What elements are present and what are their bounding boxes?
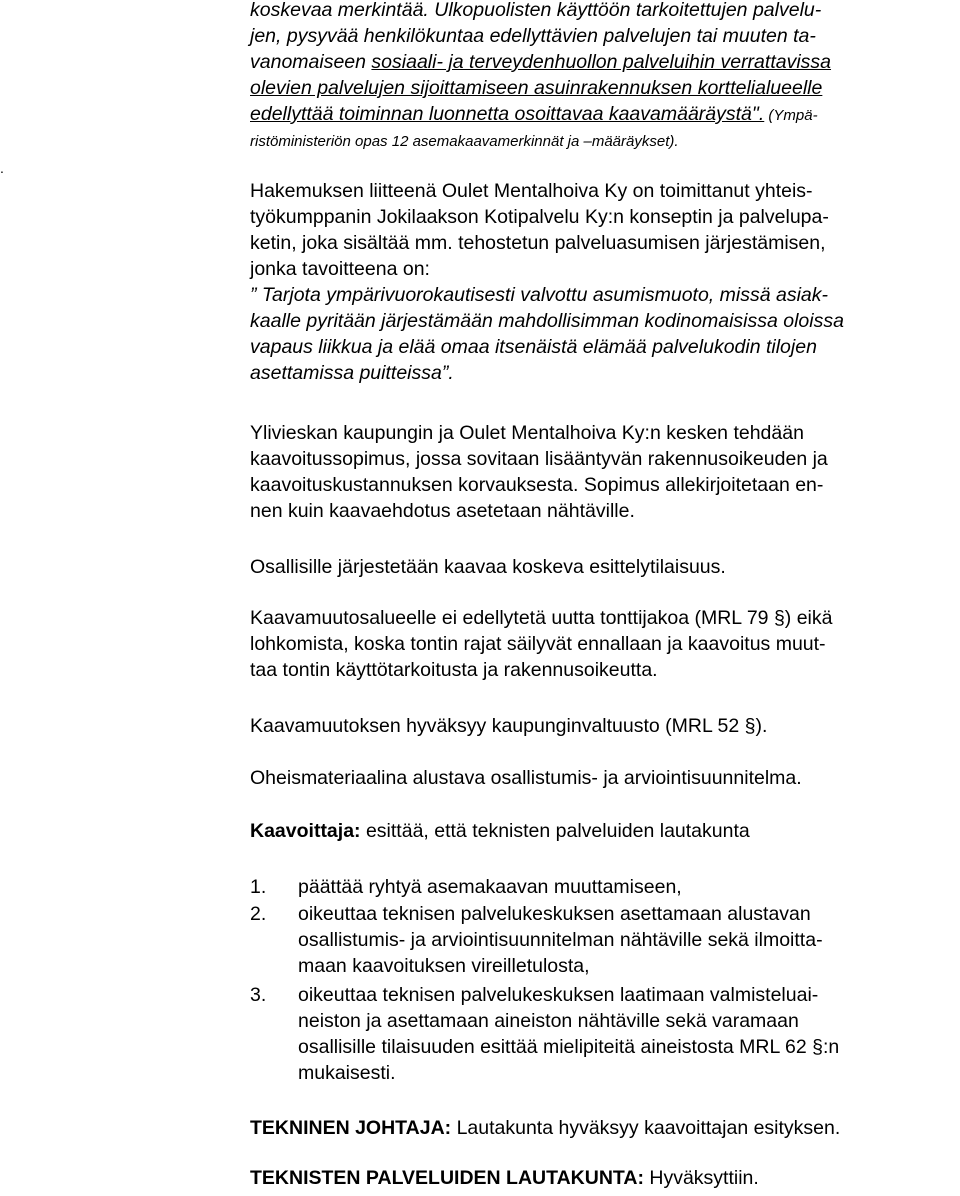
list-text: osallisille tilaisuuden esittää mielipiteitä aineistosta MRL 62 §:n [298,1036,840,1058]
list-text: maan kaavoituksen vireilletulosta, [298,955,590,977]
quote-line-1: koskevaa merkintää. Ulkopuolisten käyttöön tarkoitettujen palvelu- [250,0,822,21]
list-text: osallistumis- ja arviointisuunnitelman nähtäville sekä ilmoitta- [298,929,823,951]
para1-quote-2: kaalle pyritään järjestämään mahdollisimman kodinomaisissa oloissa [250,310,844,332]
para2-line-1: Ylivieskan kaupungin ja Oulet Mentalhoiva Ky:n kesken tehdään [250,422,804,444]
paragraph-presentation: Osallisille järjestetään kaavaa koskeva esittelytilaisuus. [250,556,726,578]
lautakunta-line: TEKNISTEN PALVELUIDEN LAUTAKUNTA: Hyväksyttiin. [250,1167,759,1189]
quote-line-3: vanomaiseen sosiaali- ja terveydenhuollon palveluihin verrattavissa [250,51,832,73]
para2-line-3: kaavoituskustannuksen korvauksesta. Sopimus allekirjoitetaan en- [250,474,824,496]
para1-quote-4: asettamissa puitteissa”. [250,362,454,384]
paragraph-approval: Kaavamuutoksen hyväksyy kaupunginvaltuusto (MRL 52 §). [250,715,768,737]
para2-line-4: nen kuin kaavaehdotus asetetaan nähtäville. [250,500,635,522]
proposal-line: Kaavoittaja: esittää, että teknisten palveluiden lautakunta [250,820,750,842]
para4-line-2: lohkomista, koska tontin rajat säilyvät ennallaan ja kaavoitus muut- [250,633,826,655]
list-text: oikeuttaa teknisen palvelukeskuksen laatimaan valmisteluai- [298,984,819,1006]
list-text: päättää ryhtyä asemakaavan muuttamiseen, [298,876,682,898]
quote-line-2: jen, pysyvää henkilökuntaa edellyttävien palvelujen tai muuten ta- [250,25,816,47]
quote-line-4: olevien palvelujen sijoittamiseen asuinrakennuksen korttelialueelle [250,77,823,99]
para1-quote-3: vapaus liikkua ja elää omaa itsenäistä elämää palvelukodin tilojen [250,336,817,358]
para4-line-3: taa tontin käyttötarkoitusta ja rakennusoikeutta. [250,659,658,681]
para1-line-2: työkumppanin Jokilaakson Kotipalvelu Ky:n konseptin ja palvelupa- [250,206,829,228]
list-text: mukaisesti. [298,1062,396,1084]
tekninen-johtaja-line: TEKNINEN JOHTAJA: Lautakunta hyväksyy kaavoittajan esityksen. [250,1117,841,1139]
para1-quote-1: ” Tarjota ympärivuorokautisesti valvottu asumismuoto, missä asiak- [250,284,828,306]
para4-line-1: Kaavamuutosalueelle ei edellytetä uutta tonttijakoa (MRL 79 §) eikä [250,607,833,629]
para1-line-4: jonka tavoitteena on: [250,258,430,280]
list-number: 3. [250,984,267,1006]
list-number: 2. [250,903,267,925]
quote-line-5: edellyttää toiminnan luonnetta osoittavaa kaavamääräystä". (Ympä- [250,103,818,125]
paragraph-attachment: Oheismateriaalina alustava osallistumis- ja arviointisuunnitelma. [250,767,802,789]
quote-source: ristöministeriön opas 12 asemakaavamerkinnät ja –määräykset). [250,133,679,150]
para1-line-1: Hakemuksen liitteenä Oulet Mentalhoiva Ky on toimittanut yhteis- [250,180,813,202]
list-text: oikeuttaa teknisen palvelukeskuksen asettamaan alustavan [298,903,811,925]
margin-mark: . [0,160,4,176]
list-number: 1. [250,876,267,898]
list-text: neiston ja asettamaan aineiston nähtäville sekä varamaan [298,1010,799,1032]
para1-line-3: ketin, joka sisältää mm. tehostetun palveluasumisen järjestämisen, [250,232,826,254]
para2-line-2: kaavoitussopimus, jossa sovitaan lisääntyvän rakennusoikeuden ja [250,448,828,470]
